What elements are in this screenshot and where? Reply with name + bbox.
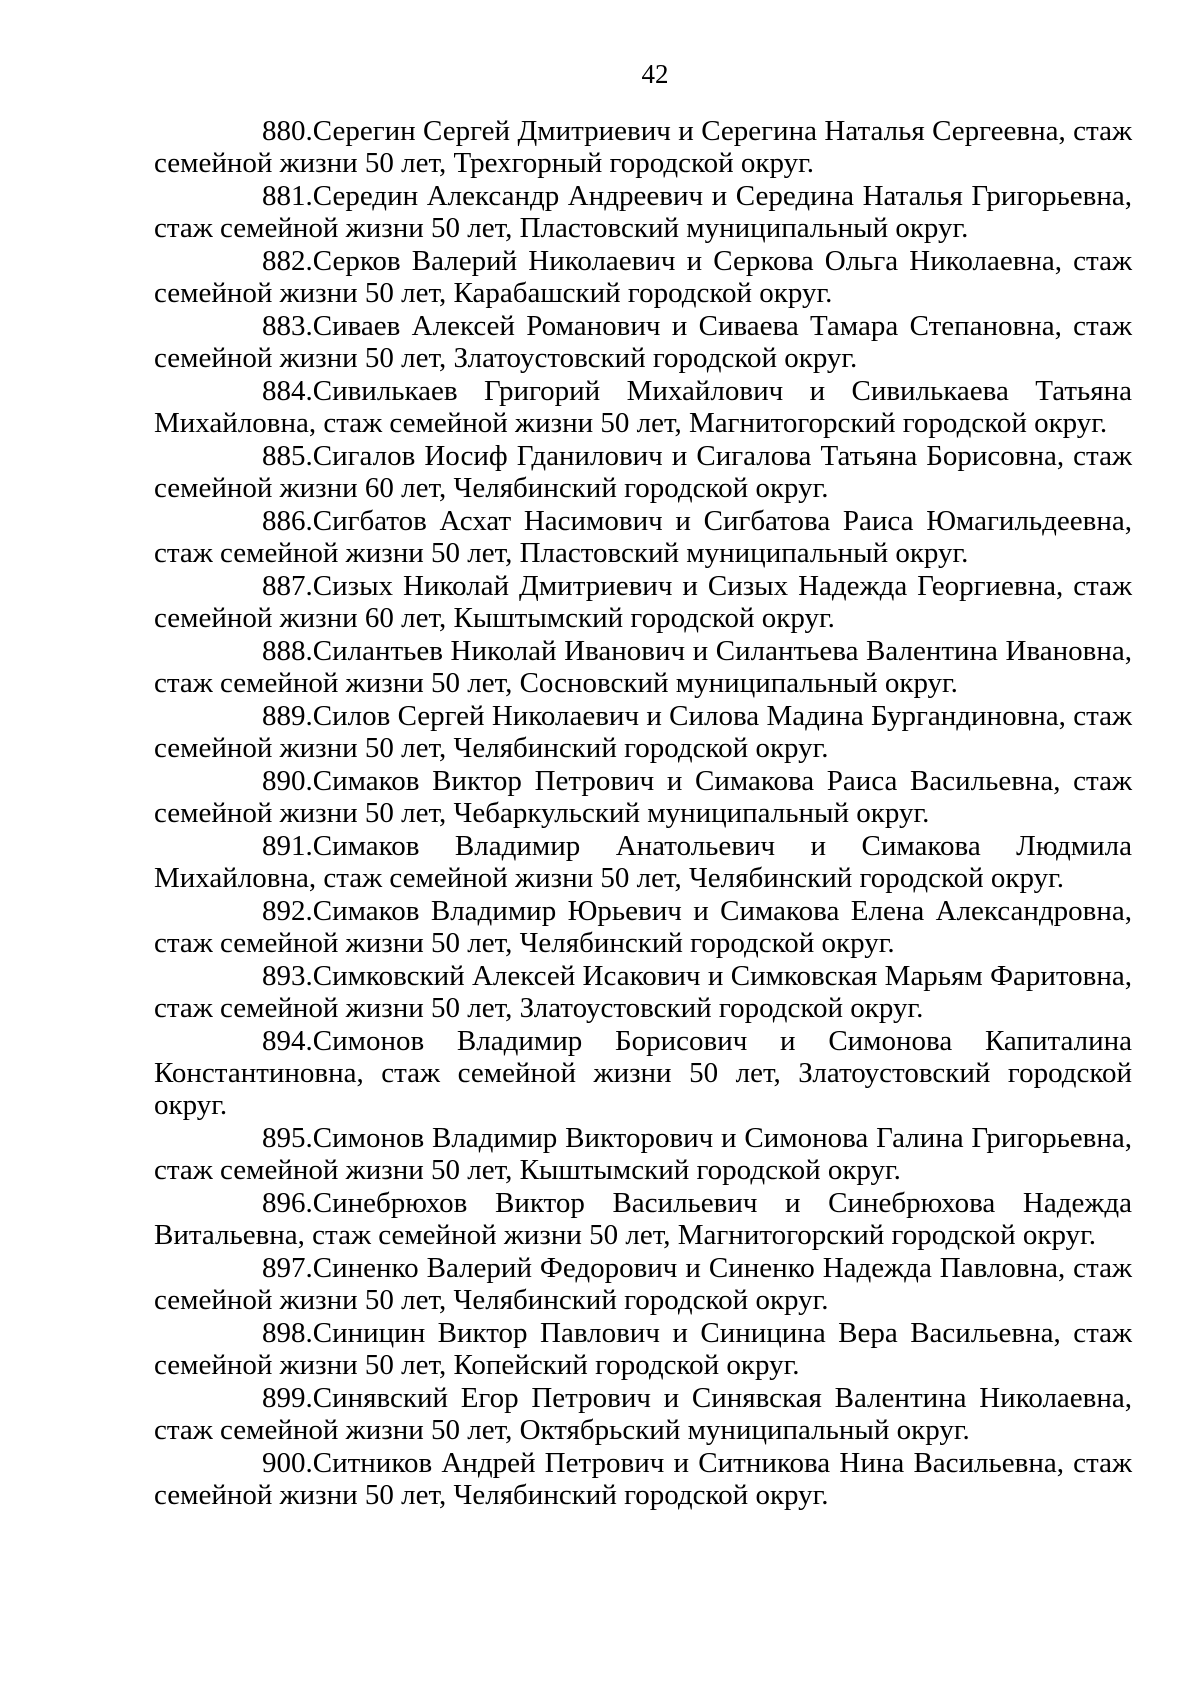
entry-number: 894. — [262, 1025, 313, 1057]
list-item — [154, 310, 1132, 374]
entry-number: 891. — [262, 830, 313, 862]
list-item — [154, 440, 1132, 504]
entry-text: Симаков Виктор Петрович и Симакова Раиса Васильевна, стаж семейной жизни 50 лет, Чебаркульский муниципальный округ. — [154, 765, 1132, 829]
list-item — [154, 1025, 1132, 1121]
entry-text: Сигалов Иосиф Гданилович и Сигалова Татьяна Борисовна, стаж семейной жизни 60 лет, Челябинский городской округ. — [154, 440, 1132, 504]
entry-text: Симковский Алексей Исакович и Симковская Марьям Фаритовна, стаж семейной жизни 50 лет, Златоустовский городской округ. — [154, 960, 1132, 1024]
list-item — [154, 1252, 1132, 1316]
entry-text: Синенко Валерий Федорович и Синенко Надежда Павловна, стаж семейной жизни 50 лет, Челябинский городской округ. — [154, 1252, 1132, 1316]
entry-text: Серков Валерий Николаевич и Серкова Ольга Николаевна, стаж семейной жизни 50 лет, Карабашский городской округ. — [154, 245, 1132, 309]
entry-text: Сизых Николай Дмитриевич и Сизых Надежда Георгиевна, стаж семейной жизни 60 лет, Кыштымский городской округ. — [154, 570, 1132, 634]
entry-text: Синицин Виктор Павлович и Синицина Вера Васильевна, стаж семейной жизни 50 лет, Копейский городской округ. — [154, 1317, 1132, 1381]
list-item — [154, 1317, 1132, 1381]
entry-text: Синебрюхов Виктор Васильевич и Синебрюхова Надежда Витальевна, стаж семейной жизни 50 лет, Магнитогорский городской округ. — [154, 1187, 1132, 1251]
entry-number: 890. — [262, 765, 313, 797]
entry-text: Середин Александр Андреевич и Середина Наталья Григорьевна, стаж семейной жизни 50 лет, Пластовский муниципальный округ. — [154, 180, 1132, 244]
entry-text: Силантьев Николай Иванович и Силантьева Валентина Ивановна, стаж семейной жизни 50 лет, Сосновский муниципальный округ. — [154, 635, 1132, 699]
list-item — [154, 115, 1132, 179]
entry-number: 887. — [262, 570, 313, 602]
list-item — [154, 960, 1132, 1024]
list-item — [154, 245, 1132, 309]
award-entry-list — [154, 115, 1132, 1511]
entry-text: Серегин Сергей Дмитриевич и Серегина Наталья Сергеевна, стаж семейной жизни 50 лет, Трехгорный городской округ. — [154, 115, 1132, 179]
list-item — [154, 700, 1132, 764]
list-item — [154, 830, 1132, 894]
entry-number: 886. — [262, 505, 313, 537]
list-item — [154, 1187, 1132, 1251]
entry-number: 885. — [262, 440, 313, 472]
entry-text: Сиваев Алексей Романович и Сиваева Тамара Степановна, стаж семейной жизни 50 лет, Златоустовский городской округ. — [154, 310, 1132, 374]
entry-number: 900. — [262, 1447, 313, 1479]
entry-text: Силов Сергей Николаевич и Силова Мадина Бургандиновна, стаж семейной жизни 50 лет, Челябинский городской округ. — [154, 700, 1132, 764]
list-item — [154, 1382, 1132, 1446]
entry-number: 893. — [262, 960, 313, 992]
list-item — [154, 895, 1132, 959]
entry-number: 880. — [262, 115, 313, 147]
entry-text: Ситников Андрей Петрович и Ситникова Нина Васильевна, стаж семейной жизни 50 лет, Челябинский городской округ. — [154, 1447, 1132, 1511]
entry-number: 892. — [262, 895, 313, 927]
list-item — [154, 505, 1132, 569]
entry-number: 884. — [262, 375, 313, 407]
entry-text: Симаков Владимир Анатольевич и Симакова Людмила Михайловна, стаж семейной жизни 50 лет, Челябинский городской округ. — [154, 830, 1132, 894]
entry-number: 898. — [262, 1317, 313, 1349]
list-item — [154, 375, 1132, 439]
entry-text: Симонов Владимир Викторович и Симонова Галина Григорьевна, стаж семейной жизни 50 лет, Кыштымский городской округ. — [154, 1122, 1132, 1186]
entry-number: 896. — [262, 1187, 313, 1219]
list-item — [154, 1447, 1132, 1511]
entry-number: 881. — [262, 180, 313, 212]
entry-number: 883. — [262, 310, 313, 342]
list-item — [154, 635, 1132, 699]
entry-number: 895. — [262, 1122, 313, 1154]
entry-number: 899. — [262, 1382, 313, 1414]
entry-text: Симонов Владимир Борисович и Симонова Капиталина Константиновна, стаж семейной жизни 50 лет, Златоустовский городской округ. — [154, 1025, 1132, 1121]
list-item — [154, 765, 1132, 829]
list-item — [154, 1122, 1132, 1186]
entry-number: 882. — [262, 245, 313, 277]
page-number: 42 — [641, 59, 669, 89]
entry-number: 888. — [262, 635, 313, 667]
entry-number: 897. — [262, 1252, 313, 1284]
entry-number: 889. — [262, 700, 313, 732]
entry-text: Сигбатов Асхат Насимович и Сигбатова Раиса Юмагильдеевна, стаж семейной жизни 50 лет, Пластовский муниципальный округ. — [154, 505, 1132, 569]
entry-text: Симаков Владимир Юрьевич и Симакова Елена Александровна, стаж семейной жизни 50 лет, Челябинский городской округ. — [154, 895, 1132, 959]
entry-text: Сивилькаев Григорий Михайлович и Сивилькаева Татьяна Михайловна, стаж семейной жизни 50 лет, Магнитогорский городской округ. — [154, 375, 1132, 439]
entry-text: Синявский Егор Петрович и Синявская Валентина Николаевна, стаж семейной жизни 50 лет, Октябрьский муниципальный округ. — [154, 1382, 1132, 1446]
list-item — [154, 180, 1132, 244]
list-item — [154, 570, 1132, 634]
